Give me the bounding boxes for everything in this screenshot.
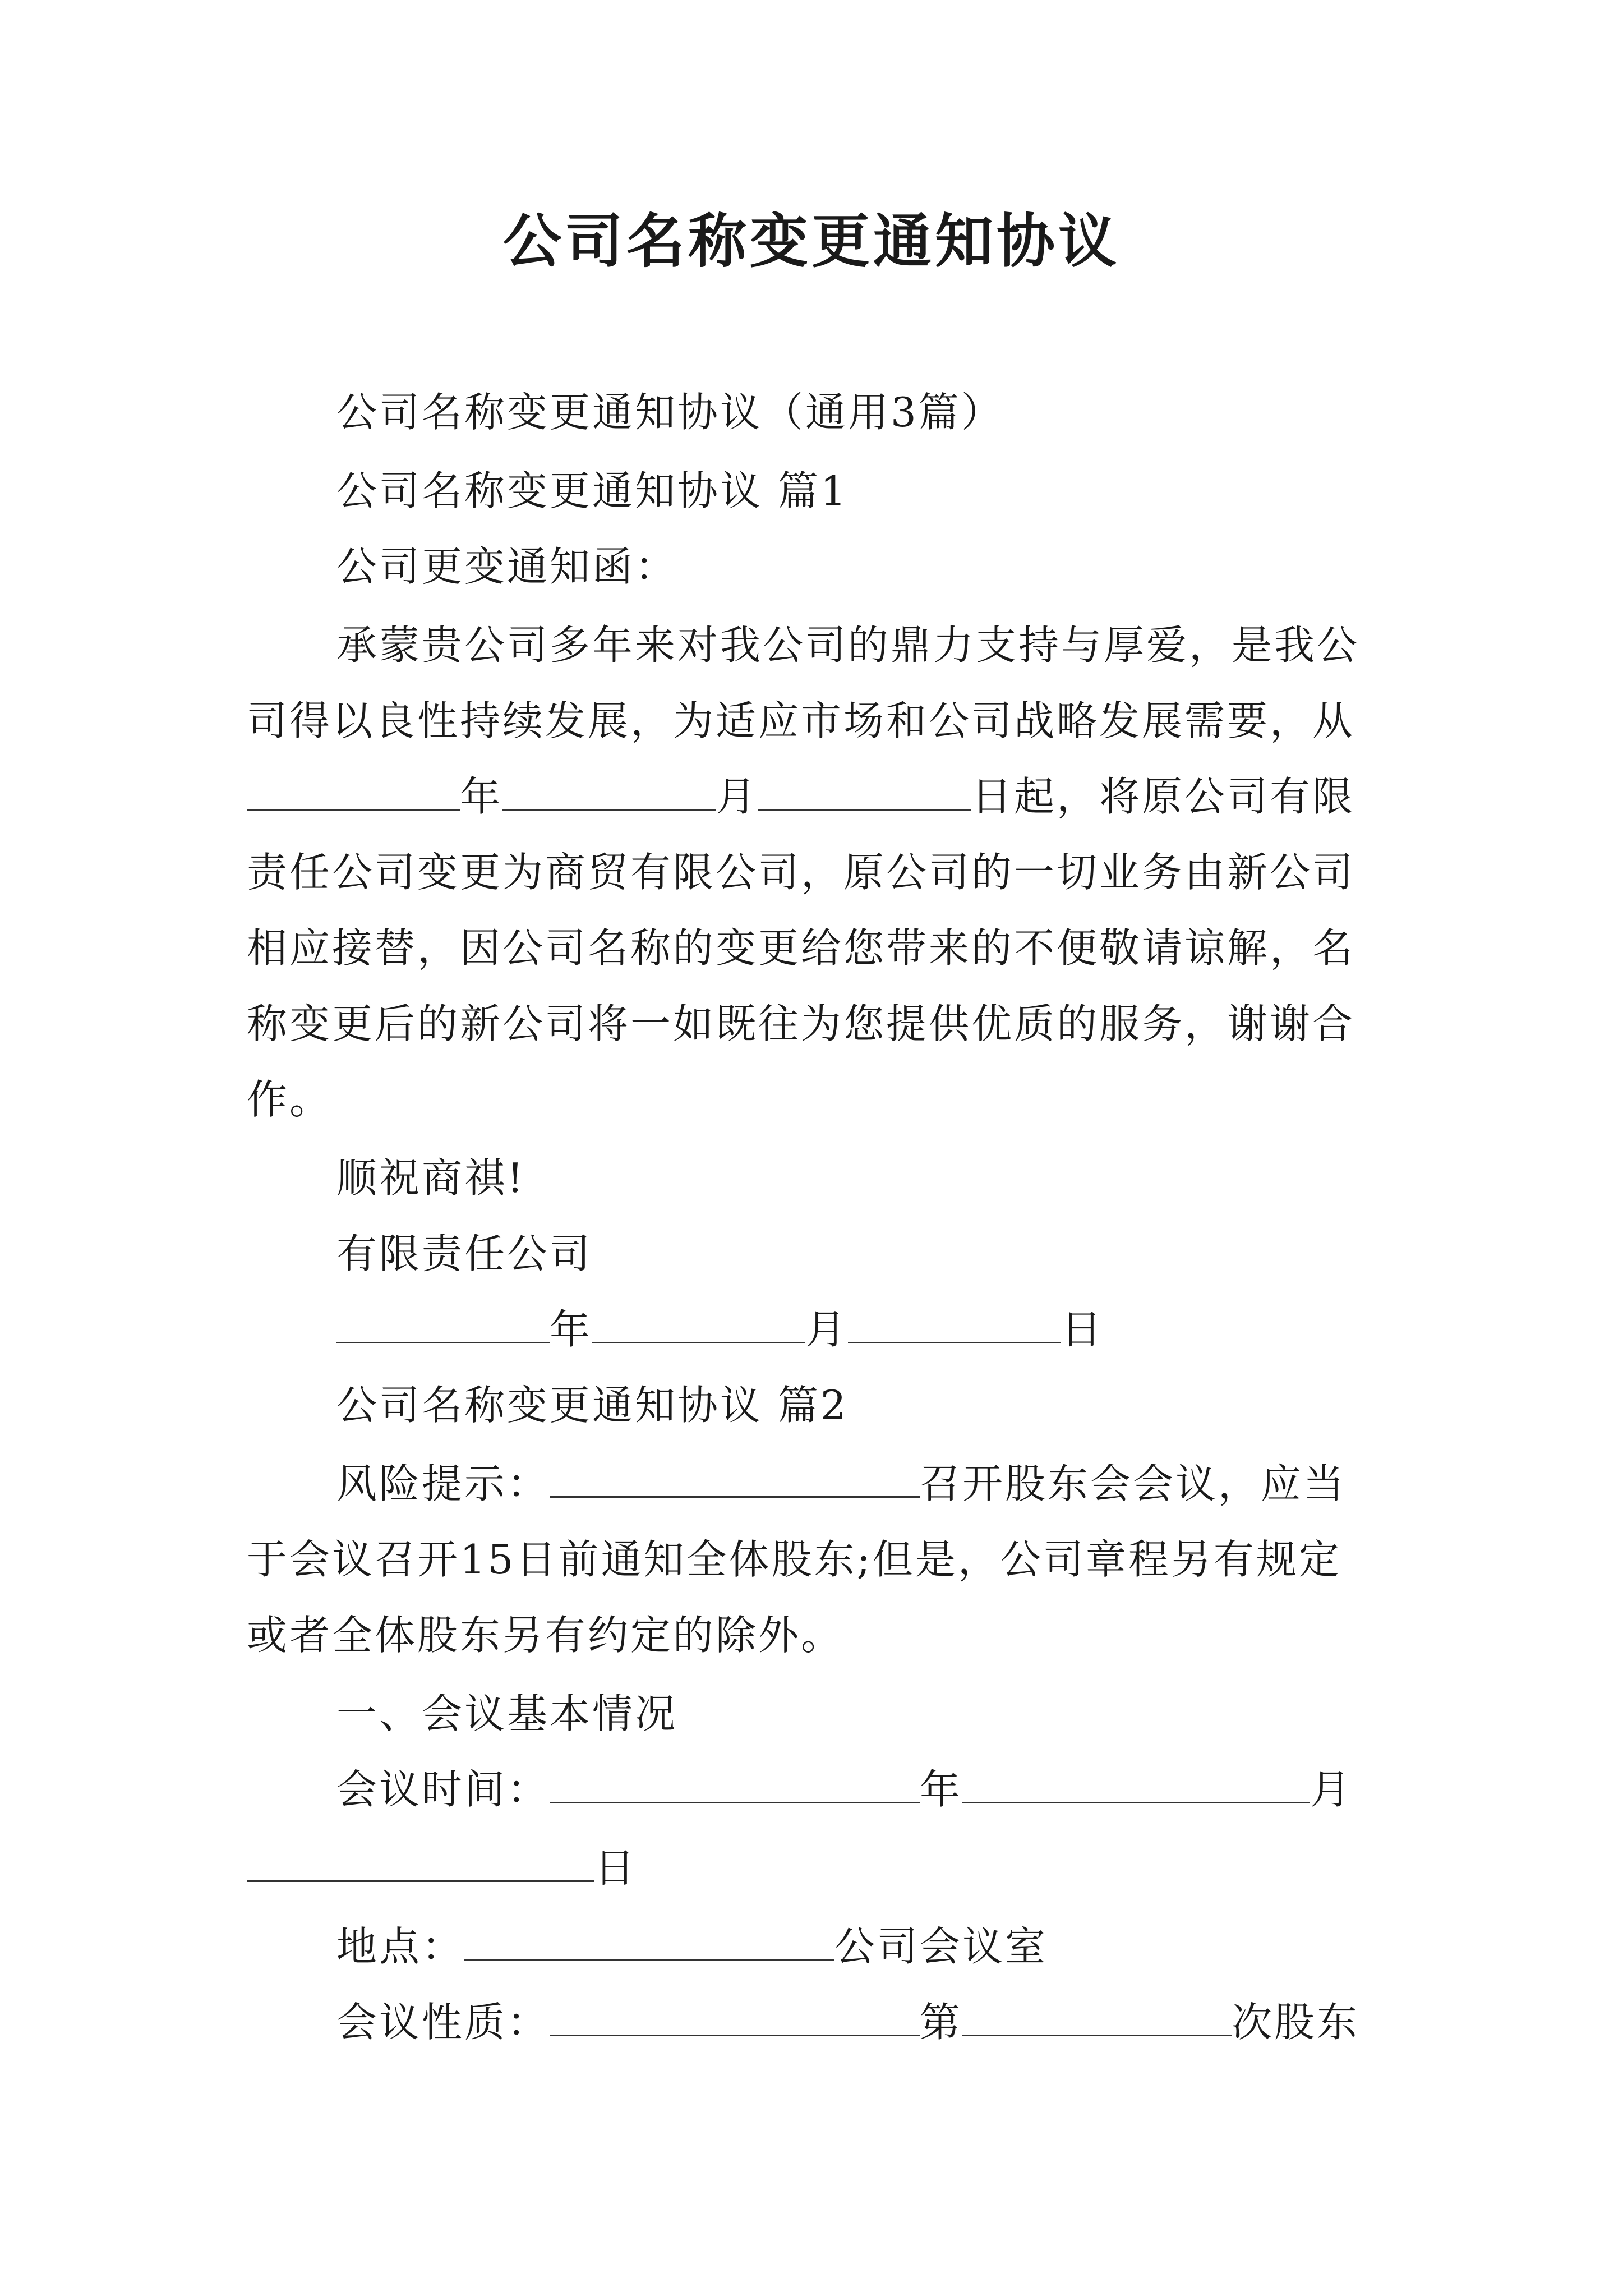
- nature-mid: 第: [920, 1999, 963, 2046]
- risk-blank: [550, 1490, 920, 1498]
- signature-company: 有限责任公司: [336, 1230, 593, 1277]
- year-label: 年: [550, 1306, 593, 1353]
- place-label: 地点：: [336, 1923, 465, 1970]
- body-line: 相应接替，因公司名称的变更给您带来的不便敬请谅解，名: [247, 924, 1355, 972]
- place-blank: [464, 1953, 834, 1961]
- day-blank: [758, 803, 971, 811]
- month-label: 月: [716, 773, 759, 820]
- day-label: 日: [594, 1844, 638, 1892]
- body-line: 于会议召开15日前通知全体股东;但是，公司章程另有规定: [247, 1536, 1341, 1583]
- closing-line: 顺祝商祺!: [336, 1154, 525, 1202]
- meeting-day-line: [247, 1840, 637, 1896]
- part2-heading: 公司名称变更通知协议 篇2: [336, 1382, 849, 1429]
- notice-salutation: 公司更变通知函：: [336, 543, 678, 590]
- risk-label: 风险提示：: [336, 1460, 550, 1507]
- meeting-time-line: [336, 1761, 1353, 1818]
- day-blank: [247, 1875, 594, 1882]
- month-blank: [592, 1336, 805, 1343]
- place-line: [336, 1918, 1048, 1975]
- nature-label: 会议性质：: [336, 1999, 550, 2046]
- body-line: 或者全体股东另有约定的除外。: [247, 1612, 844, 1659]
- document-title: 公司名称变更通知协议: [502, 206, 1120, 275]
- signature-date-line: [336, 1301, 1104, 1358]
- body-line: 司得以良性持续发展，为适应市场和公司战略发展需要，从: [247, 697, 1355, 744]
- section-heading: 一、会议基本情况: [336, 1690, 678, 1737]
- body-line: 作。: [247, 1076, 333, 1123]
- meeting-time-label: 会议时间：: [336, 1766, 550, 1813]
- effective-date-line: [247, 769, 1355, 825]
- month-blank: [502, 803, 716, 811]
- year-label: 年: [460, 773, 503, 820]
- month-label: 月: [1310, 1766, 1353, 1813]
- year-blank: [336, 1336, 550, 1343]
- session-number-blank: [962, 2029, 1232, 2036]
- nature-tail: 次股东: [1232, 1999, 1360, 2046]
- month-blank: [962, 1796, 1310, 1803]
- place-text: 公司会议室: [834, 1923, 1048, 1970]
- day-blank: [848, 1336, 1061, 1343]
- year-blank: [247, 803, 460, 811]
- month-label: 月: [805, 1306, 849, 1353]
- nature-blank: [550, 2029, 920, 2036]
- year-blank: [550, 1796, 920, 1803]
- document-subtitle: 公司名称变更通知协议（通用3篇）: [336, 389, 1004, 436]
- body-text: 日起，将原公司有限: [971, 773, 1355, 820]
- risk-notice-line: [336, 1456, 1346, 1512]
- meeting-nature-line: [336, 1994, 1359, 2050]
- part1-heading: 公司名称变更通知协议 篇1: [336, 467, 849, 514]
- body-line: 责任公司变更为商贸有限公司，原公司的一切业务由新公司: [247, 849, 1355, 896]
- body-line: 承蒙贵公司多年来对我公司的鼎力支持与厚爱，是我公: [336, 622, 1360, 669]
- year-label: 年: [920, 1766, 963, 1813]
- body-line: 称变更后的新公司将一如既往为您提供优质的服务，谢谢合: [247, 1000, 1355, 1047]
- day-label: 日: [1061, 1306, 1104, 1353]
- body-text: 召开股东会会议，应当: [920, 1460, 1347, 1507]
